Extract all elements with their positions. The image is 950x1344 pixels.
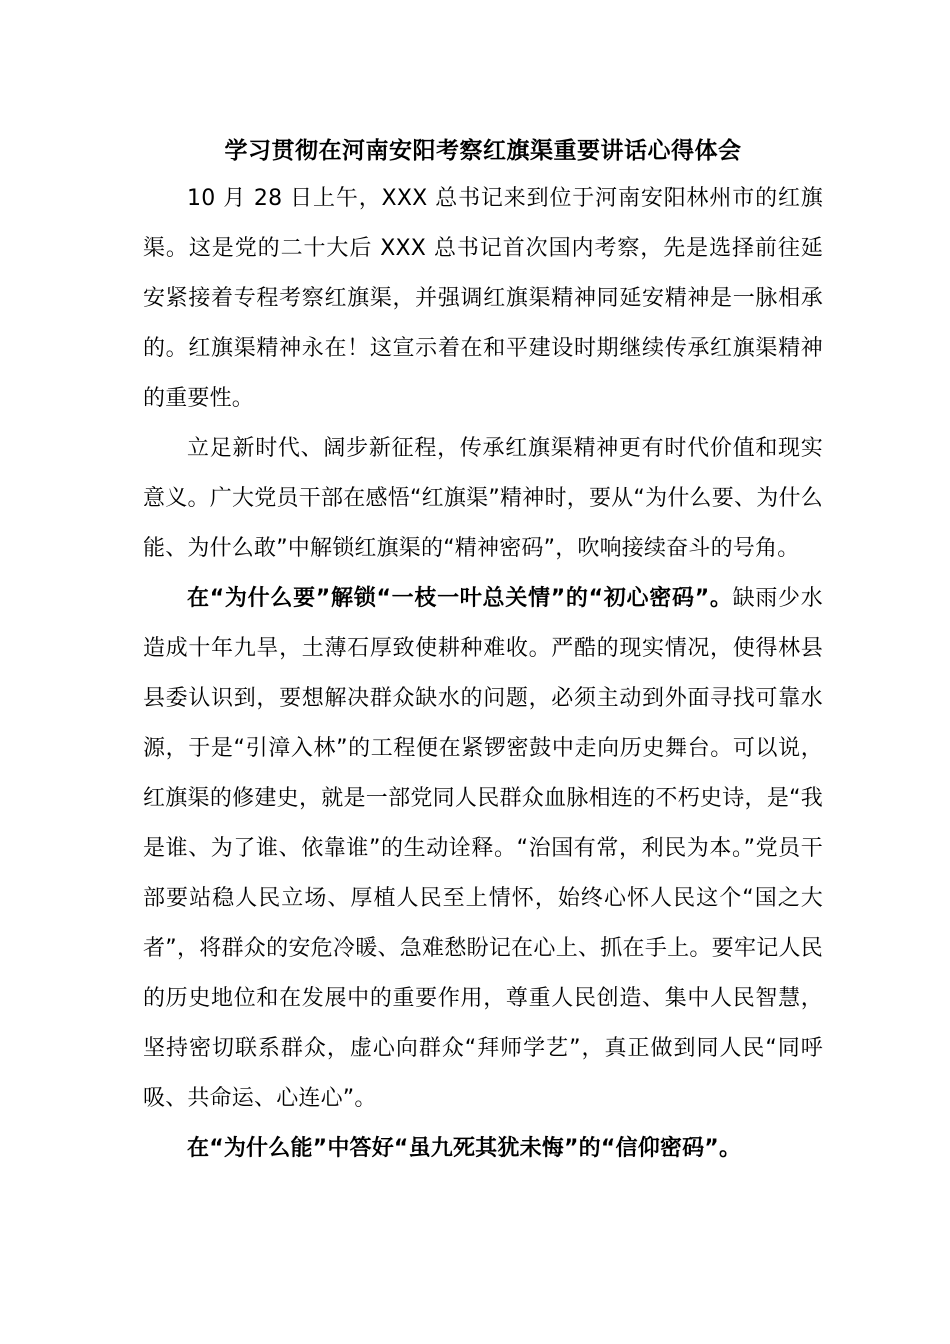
paragraph-1-text: 10 月 28 日上午，XXX 总书记来到位于河南安阳林州市的红旗渠。这是党的二十大后 XXX 总书记首次国内考察，先是选择前往延安紧接着专程考察红旗渠，并强调红旗渠精神同延安精神是一脉相承的。红旗渠精神永在！这宣示着在和平建设时期继续传承红旗渠精神的重要性。 [143, 186, 823, 411]
paragraph-3 [143, 574, 823, 1124]
document-body [143, 128, 823, 1174]
paragraph-2 [143, 424, 823, 574]
paragraph-3-text: 缺雨少水造成十年九旱，土薄石厚致使耕种难收。严酷的现实情况，使得林县县委认识到，要想解决群众缺水的问题，必须主动到外面寻找可靠水源，于是“引漳入林”的工程便在紧锣密鼓中走向历史舞台。可以说，红旗渠的修建史，就是一部党同人民群众血脉相连的不朽史诗，是“我是谁、为了谁、依靠谁”的生动诠释。“治国有常，利民为本。”党员干部要站稳人民立场、厚植人民至上情怀，始终心怀人民这个“国之大者”，将群众的安危冷暖、急难愁盼记在心上、抓在手上。要牢记人民的历史地位和在发展中的重要作用，尊重人民创造、集中人民智慧，坚持密切联系群众，虚心向群众“拜师学艺”，真正做到同人民“同呼吸、共命运、心连心”。 [143, 586, 823, 1111]
paragraph-4-lead: 在“为什么能”中答好“虽九死其犹未悔”的“信仰密码”。 [187, 1136, 742, 1161]
paragraph-4 [143, 1124, 823, 1174]
paragraph-2-text: 立足新时代、阔步新征程，传承红旗渠精神更有时代价值和现实意义。广大党员干部在感悟“红旗渠”精神时，要从“为什么要、为什么能、为什么敢”中解锁红旗渠的“精神密码”，吹响接续奋斗的号角。 [143, 436, 823, 561]
paragraph-3-lead: 在“为什么要”解锁“一枝一叶总关情”的“初心密码”。 [187, 586, 733, 611]
document-title: 学习贯彻在河南安阳考察红旗渠重要讲话心得体会 [224, 138, 742, 164]
paragraph-1 [143, 174, 823, 424]
